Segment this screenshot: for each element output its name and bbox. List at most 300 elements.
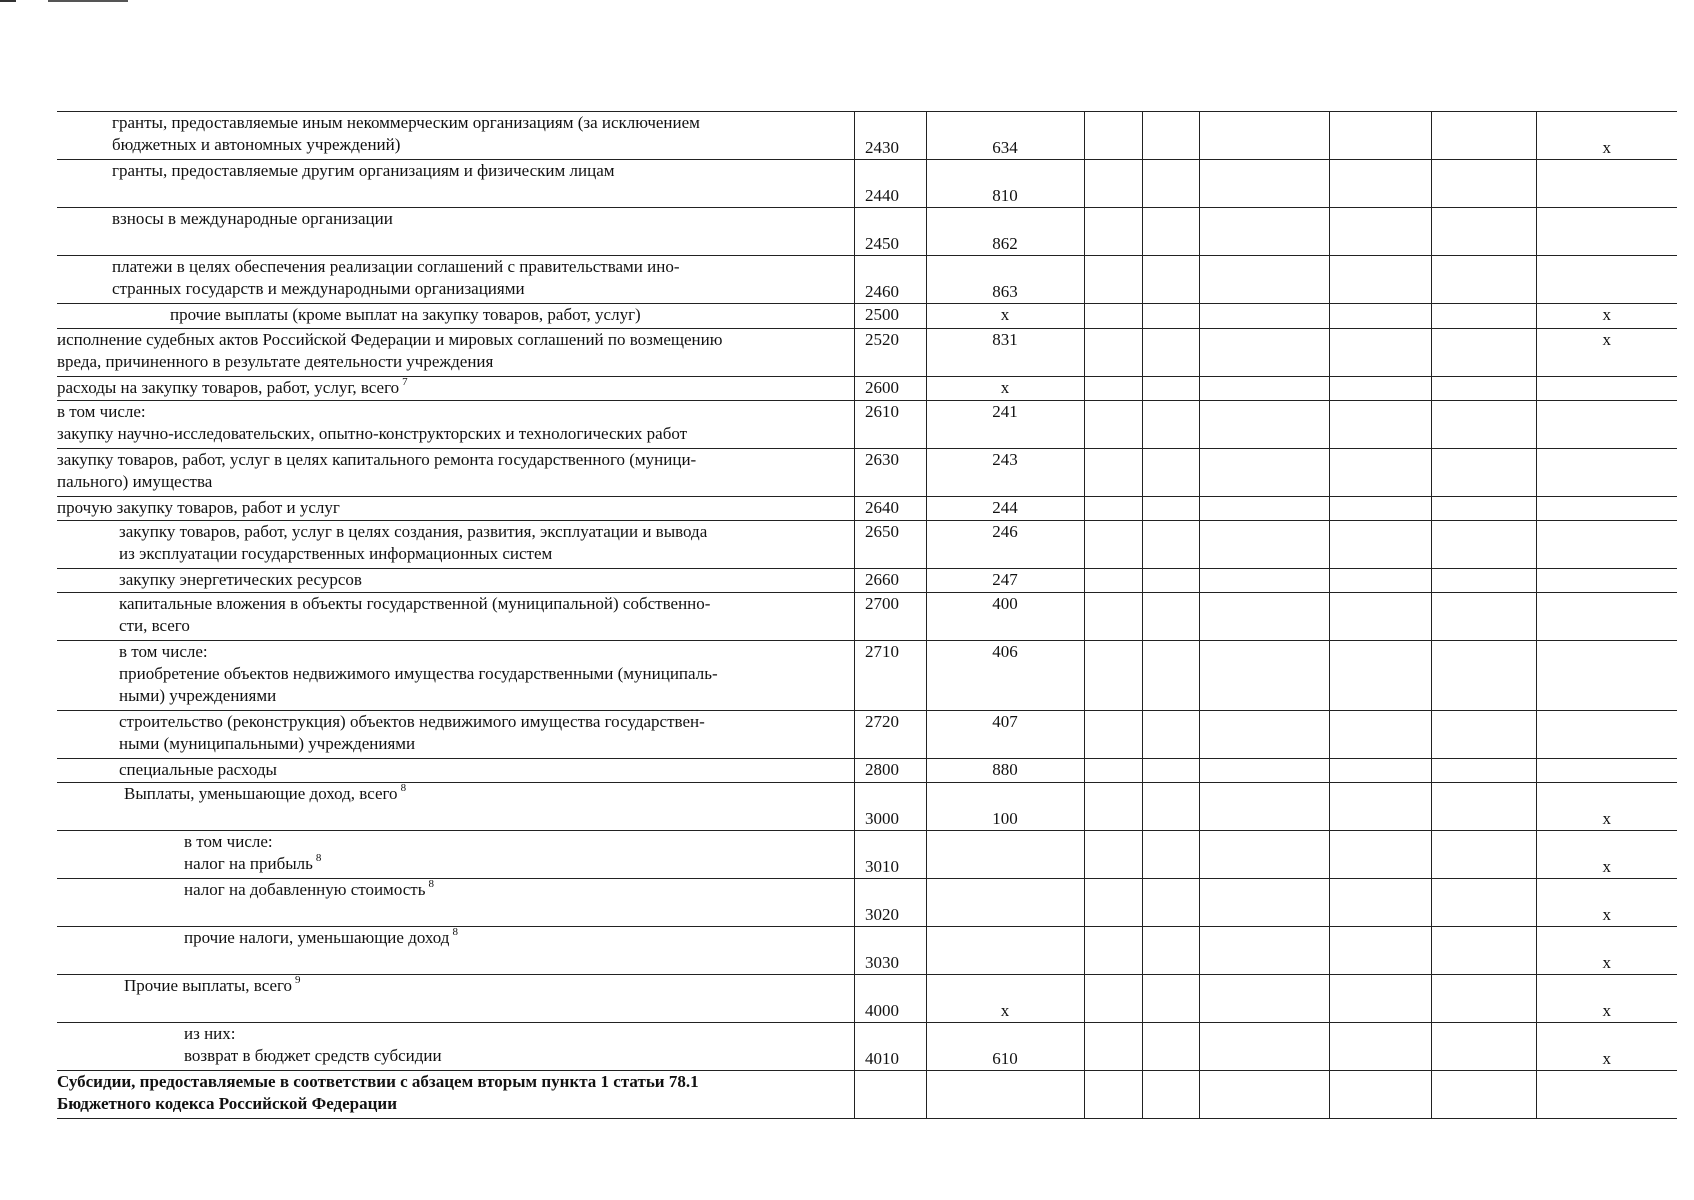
row-label-cell (57, 497, 854, 521)
row-label: в том числе: закупку научно-исследовательских, опытно-конструкторских и технологических работ (57, 402, 688, 443)
row-last-mark: х (1602, 1049, 1611, 1068)
row-label-cell (57, 569, 854, 593)
empty-cell (1329, 569, 1431, 593)
row-last-cell (1536, 329, 1677, 377)
table-row (57, 401, 1677, 449)
row-label: гранты, предоставляемые другим организациям и физическим лицам (112, 161, 615, 180)
row-code: 4000 (865, 1001, 899, 1020)
empty-cell (1329, 304, 1431, 329)
row-code: 2500 (865, 305, 899, 324)
row-kbk-cell (926, 160, 1084, 208)
empty-cell (1084, 641, 1142, 711)
row-last-mark: х (1602, 1001, 1611, 1020)
row-code: 3010 (865, 857, 899, 876)
row-code: 2720 (865, 712, 899, 731)
row-label: в том числе: налог на прибыль (184, 832, 313, 873)
empty-cell (1084, 112, 1142, 160)
empty-cell (1142, 256, 1199, 304)
row-last-cell (1536, 1023, 1677, 1071)
row-last-cell (1536, 304, 1677, 329)
row-label-cell (57, 329, 854, 377)
row-last-cell (1536, 569, 1677, 593)
empty-cell (1199, 783, 1329, 831)
row-kbk-cell (926, 711, 1084, 759)
empty-cell (1199, 569, 1329, 593)
empty-cell (1142, 975, 1199, 1023)
empty-cell (1199, 208, 1329, 256)
empty-cell (1199, 831, 1329, 879)
row-code-cell (854, 256, 926, 304)
table-row (57, 641, 1677, 711)
empty-cell (1199, 711, 1329, 759)
row-code: 2610 (865, 402, 899, 421)
empty-cell (1431, 521, 1536, 569)
empty-cell (1084, 783, 1142, 831)
empty-cell (1431, 783, 1536, 831)
row-label: прочую закупку товаров, работ и услуг (57, 498, 340, 517)
row-code-cell (854, 879, 926, 927)
empty-cell (1142, 160, 1199, 208)
row-label: гранты, предоставляемые иным некоммерческим организациям (за исключением бюджетных и автономных учреждений) (112, 113, 700, 154)
empty-cell (1329, 160, 1431, 208)
row-last-cell (1536, 160, 1677, 208)
empty-cell (1329, 879, 1431, 927)
row-last-cell (1536, 641, 1677, 711)
row-last-cell (1536, 759, 1677, 783)
table-row (57, 497, 1677, 521)
empty-cell (1199, 975, 1329, 1023)
empty-cell (1142, 521, 1199, 569)
empty-cell (1431, 256, 1536, 304)
empty-cell (1329, 256, 1431, 304)
row-kbk-cell (926, 449, 1084, 497)
row-code-cell (854, 304, 926, 329)
row-label-cell (57, 975, 854, 1023)
empty-cell (1431, 401, 1536, 449)
row-last-cell (1536, 208, 1677, 256)
table-row (57, 112, 1677, 160)
empty-cell (1329, 593, 1431, 641)
row-kbk: 400 (992, 594, 1018, 613)
row-label: исполнение судебных актов Российской Федерации и мировых соглашений по возмещению вреда, причиненного в результате деятельности учреждения (57, 330, 723, 371)
empty-cell (1084, 329, 1142, 377)
row-code-cell (854, 1023, 926, 1071)
row-kbk: х (1000, 1001, 1010, 1020)
empty-cell (1084, 593, 1142, 641)
table-row (57, 879, 1677, 927)
row-code-cell (854, 329, 926, 377)
row-last-mark: х (1602, 953, 1611, 972)
row-code-cell (854, 1071, 926, 1119)
empty-cell (1084, 831, 1142, 879)
row-kbk: 831 (992, 330, 1018, 349)
empty-cell (1431, 641, 1536, 711)
empty-cell (1431, 759, 1536, 783)
table-row (57, 831, 1677, 879)
table-row (57, 329, 1677, 377)
row-label-cell (57, 641, 854, 711)
row-code: 2630 (865, 450, 899, 469)
row-label-cell (57, 783, 854, 831)
row-code: 3030 (865, 953, 899, 972)
empty-cell (1084, 711, 1142, 759)
empty-cell (1084, 759, 1142, 783)
empty-cell (1199, 401, 1329, 449)
row-last-mark: х (1602, 809, 1611, 828)
row-label: платежи в целях обеспечения реализации соглашений с правительствами ино- странных государств и международными организациями (112, 257, 680, 298)
row-code-cell (854, 449, 926, 497)
row-label: Выплаты, уменьшающие доход, всего (124, 784, 398, 803)
empty-cell (1431, 927, 1536, 975)
row-code-cell (854, 401, 926, 449)
row-label: капитальные вложения в объекты государственной (муниципальной) собственно- сти, всего (119, 594, 711, 635)
row-kbk: 243 (992, 450, 1018, 469)
empty-cell (1142, 449, 1199, 497)
row-code: 4010 (865, 1049, 899, 1068)
empty-cell (1329, 711, 1431, 759)
empty-cell (1142, 1071, 1199, 1119)
row-label-cell (57, 256, 854, 304)
empty-cell (1329, 401, 1431, 449)
row-label-cell (57, 927, 854, 975)
row-kbk-cell (926, 593, 1084, 641)
table-row (57, 1071, 1677, 1119)
empty-cell (1084, 401, 1142, 449)
row-label-cell (57, 304, 854, 329)
row-kbk: 810 (992, 186, 1018, 205)
table-row (57, 449, 1677, 497)
empty-cell (1084, 497, 1142, 521)
row-kbk: х (1000, 378, 1010, 397)
empty-cell (1084, 927, 1142, 975)
empty-cell (1084, 1023, 1142, 1071)
row-last-cell (1536, 975, 1677, 1023)
scan-dash (48, 0, 128, 2)
row-label-cell (57, 521, 854, 569)
row-label-cell (57, 593, 854, 641)
row-last-mark: х (1602, 905, 1611, 924)
row-code-cell (854, 112, 926, 160)
row-code-cell (854, 759, 926, 783)
row-label: Прочие выплаты, всего (124, 976, 293, 995)
empty-cell (1142, 329, 1199, 377)
row-last-cell (1536, 497, 1677, 521)
empty-cell (1431, 975, 1536, 1023)
row-kbk-cell (926, 831, 1084, 879)
empty-cell (1199, 1071, 1329, 1119)
row-label-cell (57, 377, 854, 401)
table-row (57, 1023, 1677, 1071)
footnote-mark: 9 (295, 974, 301, 986)
row-kbk: 880 (992, 760, 1018, 779)
row-last-cell (1536, 1071, 1677, 1119)
row-kbk-cell (926, 569, 1084, 593)
empty-cell (1431, 711, 1536, 759)
empty-cell (1084, 879, 1142, 927)
table-row (57, 160, 1677, 208)
empty-cell (1084, 208, 1142, 256)
empty-cell (1199, 377, 1329, 401)
row-kbk: 407 (992, 712, 1018, 731)
row-code: 2440 (865, 186, 899, 205)
row-code: 3020 (865, 905, 899, 924)
row-label: расходы на закупку товаров, работ, услуг, всего (57, 378, 400, 397)
empty-cell (1431, 593, 1536, 641)
empty-cell (1084, 449, 1142, 497)
empty-cell (1329, 975, 1431, 1023)
row-kbk: 100 (992, 809, 1018, 828)
empty-cell (1329, 497, 1431, 521)
table-row (57, 593, 1677, 641)
empty-cell (1329, 641, 1431, 711)
row-kbk: 246 (992, 522, 1018, 541)
table-row (57, 377, 1677, 401)
empty-cell (1199, 256, 1329, 304)
empty-cell (1199, 927, 1329, 975)
row-code-cell (854, 593, 926, 641)
footnote-mark: 7 (402, 376, 408, 388)
row-last-cell (1536, 521, 1677, 569)
row-label-cell (57, 208, 854, 256)
row-code-cell (854, 831, 926, 879)
table-row (57, 783, 1677, 831)
row-code-cell (854, 569, 926, 593)
row-kbk-cell (926, 927, 1084, 975)
empty-cell (1142, 593, 1199, 641)
row-label-cell (57, 1071, 854, 1119)
row-label: закупку товаров, работ, услуг в целях капитального ремонта государственного (муници- пального) имущества (57, 450, 697, 491)
empty-cell (1142, 377, 1199, 401)
empty-cell (1329, 208, 1431, 256)
row-last-mark: х (1602, 138, 1611, 157)
row-code: 2460 (865, 282, 899, 301)
row-code-cell (854, 711, 926, 759)
row-label-cell (57, 759, 854, 783)
row-code: 2600 (865, 378, 899, 397)
row-kbk-cell (926, 759, 1084, 783)
row-last-cell (1536, 112, 1677, 160)
empty-cell (1431, 831, 1536, 879)
empty-cell (1084, 304, 1142, 329)
empty-cell (1199, 879, 1329, 927)
row-last-mark: х (1602, 857, 1611, 876)
empty-cell (1084, 160, 1142, 208)
empty-cell (1329, 831, 1431, 879)
row-last-mark: х (1602, 305, 1611, 324)
row-label-cell (57, 879, 854, 927)
empty-cell (1142, 1023, 1199, 1071)
table-row (57, 208, 1677, 256)
row-last-cell (1536, 831, 1677, 879)
empty-cell (1329, 783, 1431, 831)
empty-cell (1431, 879, 1536, 927)
empty-cell (1084, 975, 1142, 1023)
empty-cell (1199, 641, 1329, 711)
row-label: из них: возврат в бюджет средств субсидии (184, 1024, 442, 1065)
footnote-mark: 8 (428, 878, 434, 890)
empty-cell (1142, 569, 1199, 593)
empty-cell (1199, 1023, 1329, 1071)
scan-edge-mark (0, 0, 130, 3)
row-last-cell (1536, 927, 1677, 975)
row-code: 2450 (865, 234, 899, 253)
row-label: закупку энергетических ресурсов (119, 570, 362, 589)
row-kbk-cell (926, 641, 1084, 711)
empty-cell (1431, 304, 1536, 329)
empty-cell (1329, 521, 1431, 569)
empty-cell (1199, 329, 1329, 377)
row-last-cell (1536, 401, 1677, 449)
empty-cell (1142, 831, 1199, 879)
row-code: 3000 (865, 809, 899, 828)
table-row (57, 759, 1677, 783)
row-code: 2520 (865, 330, 899, 349)
row-code: 2640 (865, 498, 899, 517)
row-label: взносы в международные организации (112, 209, 393, 228)
empty-cell (1142, 879, 1199, 927)
empty-cell (1199, 160, 1329, 208)
empty-cell (1431, 1071, 1536, 1119)
row-label-cell (57, 112, 854, 160)
table-row (57, 521, 1677, 569)
empty-cell (1431, 1023, 1536, 1071)
empty-cell (1431, 208, 1536, 256)
row-label-cell (57, 1023, 854, 1071)
row-code-cell (854, 160, 926, 208)
row-kbk-cell (926, 401, 1084, 449)
row-label-cell (57, 401, 854, 449)
footnote-mark: 8 (452, 926, 458, 938)
row-kbk-cell (926, 1071, 1084, 1119)
empty-cell (1142, 112, 1199, 160)
row-last-cell (1536, 879, 1677, 927)
table-row (57, 975, 1677, 1023)
empty-cell (1431, 569, 1536, 593)
row-kbk-cell (926, 329, 1084, 377)
row-last-cell (1536, 377, 1677, 401)
budget-table-body (57, 112, 1677, 1119)
empty-cell (1142, 401, 1199, 449)
empty-cell (1329, 759, 1431, 783)
row-code: 2800 (865, 760, 899, 779)
row-code-cell (854, 975, 926, 1023)
empty-cell (1199, 759, 1329, 783)
empty-cell (1142, 927, 1199, 975)
row-label-cell (57, 831, 854, 879)
row-kbk-cell (926, 975, 1084, 1023)
empty-cell (1199, 304, 1329, 329)
empty-cell (1142, 759, 1199, 783)
empty-cell (1084, 521, 1142, 569)
row-code-cell (854, 783, 926, 831)
empty-cell (1431, 377, 1536, 401)
empty-cell (1431, 160, 1536, 208)
row-kbk: 862 (992, 234, 1018, 253)
footnote-mark: 8 (400, 782, 407, 794)
empty-cell (1142, 641, 1199, 711)
empty-cell (1084, 1071, 1142, 1119)
empty-cell (1431, 329, 1536, 377)
row-kbk-cell (926, 521, 1084, 569)
empty-cell (1199, 521, 1329, 569)
empty-cell (1084, 256, 1142, 304)
row-last-cell (1536, 449, 1677, 497)
row-label: прочие выплаты (кроме выплат на закупку товаров, работ, услуг) (170, 305, 641, 324)
row-label: Субсидии, предоставляемые в соответствии с абзацем вторым пункта 1 статьи 78.1 Бюджетного кодекса Российской Федерации (57, 1072, 699, 1113)
empty-cell (1199, 497, 1329, 521)
table-row (57, 711, 1677, 759)
row-label: специальные расходы (119, 760, 277, 779)
row-kbk: 406 (992, 642, 1018, 661)
empty-cell (1329, 927, 1431, 975)
empty-cell (1142, 304, 1199, 329)
row-last-cell (1536, 593, 1677, 641)
row-kbk-cell (926, 879, 1084, 927)
row-code: 2660 (865, 570, 899, 589)
row-code-cell (854, 208, 926, 256)
row-code: 2710 (865, 642, 899, 661)
empty-cell (1142, 497, 1199, 521)
row-label: строительство (реконструкция) объектов недвижимого имущества государствен- ными (муниципальными) учреждениями (119, 712, 705, 753)
row-label-cell (57, 160, 854, 208)
row-code-cell (854, 521, 926, 569)
empty-cell (1142, 711, 1199, 759)
row-code: 2700 (865, 594, 899, 613)
row-label: в том числе: приобретение объектов недвижимого имущества государственными (муниципаль- ными) учреждениями (119, 642, 718, 705)
empty-cell (1431, 112, 1536, 160)
row-kbk: х (1000, 305, 1010, 324)
scan-dash (0, 0, 16, 2)
row-last-cell (1536, 256, 1677, 304)
row-kbk: 610 (992, 1049, 1018, 1068)
row-kbk-cell (926, 112, 1084, 160)
row-label: налог на добавленную стоимость (184, 880, 426, 899)
empty-cell (1142, 783, 1199, 831)
table-row (57, 569, 1677, 593)
empty-cell (1142, 208, 1199, 256)
row-code: 2650 (865, 522, 899, 541)
row-kbk-cell (926, 256, 1084, 304)
row-label-cell (57, 711, 854, 759)
empty-cell (1084, 569, 1142, 593)
row-code-cell (854, 497, 926, 521)
row-last-mark: х (1602, 330, 1611, 349)
row-code-cell (854, 641, 926, 711)
row-code-cell (854, 927, 926, 975)
empty-cell (1199, 449, 1329, 497)
row-kbk: 241 (992, 402, 1018, 421)
row-kbk-cell (926, 783, 1084, 831)
row-kbk: 247 (992, 570, 1018, 589)
empty-cell (1329, 1023, 1431, 1071)
table-row (57, 927, 1677, 975)
row-last-cell (1536, 711, 1677, 759)
empty-cell (1329, 449, 1431, 497)
row-kbk-cell (926, 377, 1084, 401)
empty-cell (1329, 377, 1431, 401)
table-row (57, 256, 1677, 304)
row-label: закупку товаров, работ, услуг в целях создания, развития, эксплуатации и вывода из эксплуатации государственных информационных систем (119, 522, 708, 563)
row-last-cell (1536, 783, 1677, 831)
row-kbk-cell (926, 208, 1084, 256)
row-label-cell (57, 449, 854, 497)
row-kbk: 863 (992, 282, 1018, 301)
row-label: прочие налоги, уменьшающие доход (184, 928, 450, 947)
empty-cell (1084, 377, 1142, 401)
row-kbk: 634 (992, 138, 1018, 157)
row-kbk-cell (926, 497, 1084, 521)
empty-cell (1431, 449, 1536, 497)
